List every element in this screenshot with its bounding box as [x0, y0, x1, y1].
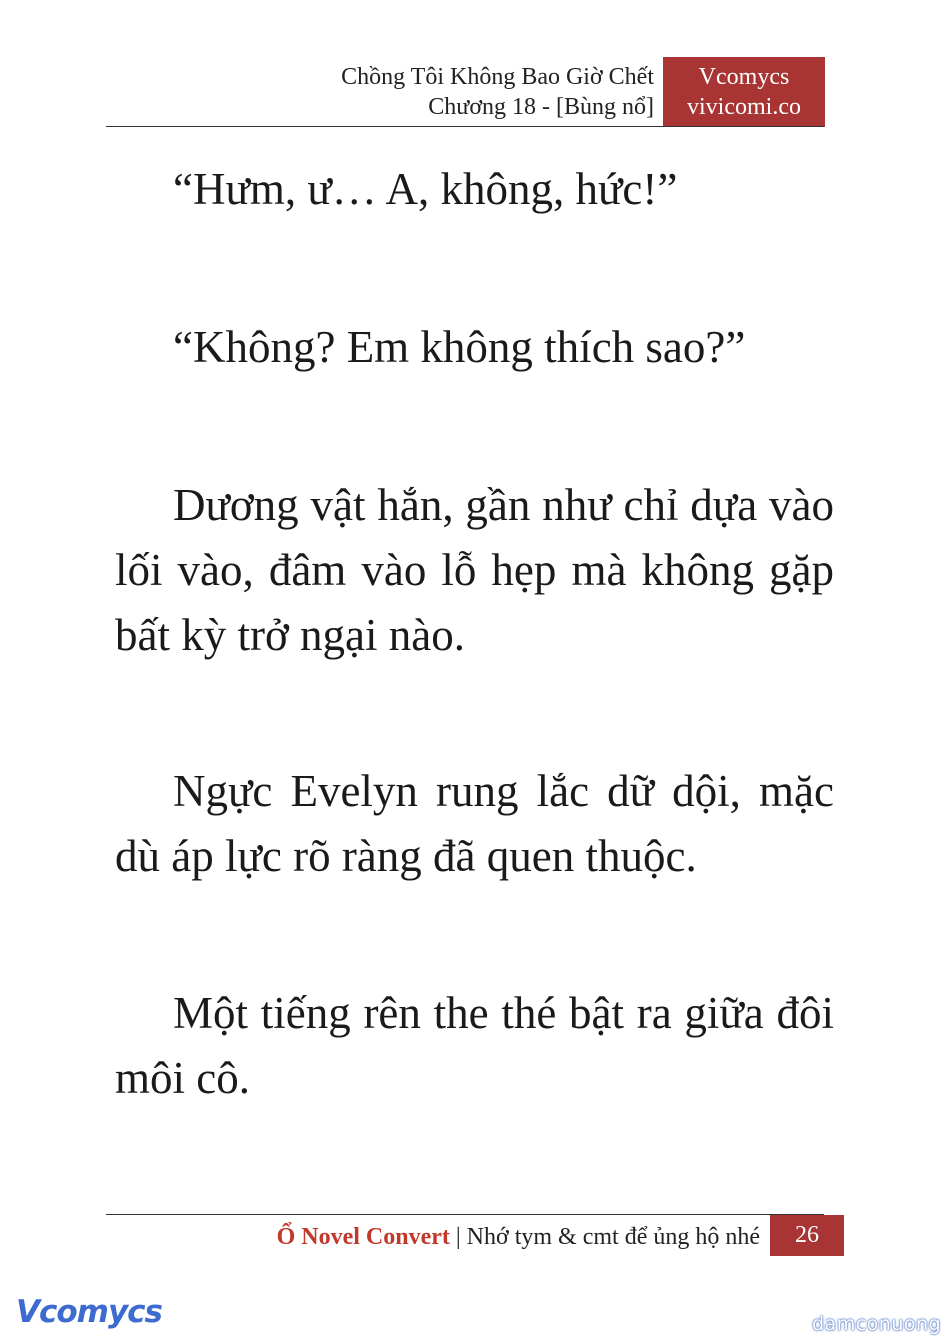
chapter-title: Chương 18 - [Bùng nổ] [428, 94, 654, 120]
header-divider [106, 126, 824, 127]
paragraph-5: Một tiếng rên the thé bật ra giữa đôi môi cô. [115, 988, 834, 1103]
footer-brand: Ổ Novel Convert [276, 1224, 450, 1250]
paragraph-2: “Không? Em không thích sao?” [173, 322, 746, 372]
vcomycs-logo: Vcomycs [16, 1294, 163, 1330]
page-header [341, 62, 654, 122]
book-title: Chồng Tôi Không Bao Giờ Chết [341, 64, 654, 90]
page-number: 26 [770, 1215, 844, 1256]
paragraph-3: Dương vật hắn, gần như chỉ dựa vào lối vào, đâm vào lỗ hẹp mà không gặp bất kỳ trở ngại nào. [115, 480, 834, 660]
page-footer [277, 1221, 760, 1253]
damconuong-watermark: damconuong [812, 1313, 942, 1335]
brand-url: vivicomi.co [687, 94, 801, 120]
brand-name: Vcomycs [698, 64, 790, 90]
footer-separator: | [449, 1224, 467, 1250]
paragraph-4: Ngực Evelyn rung lắc dữ dội, mặc dù áp lực rõ ràng đã quen thuộc. [115, 766, 834, 881]
footer-message: Nhớ tym & cmt để ủng hộ nhé [466, 1224, 760, 1250]
paragraph-1: “Hưm, ư… A, không, hức!” [173, 164, 678, 214]
brand-badge [663, 57, 825, 127]
footer-divider [106, 1214, 824, 1215]
